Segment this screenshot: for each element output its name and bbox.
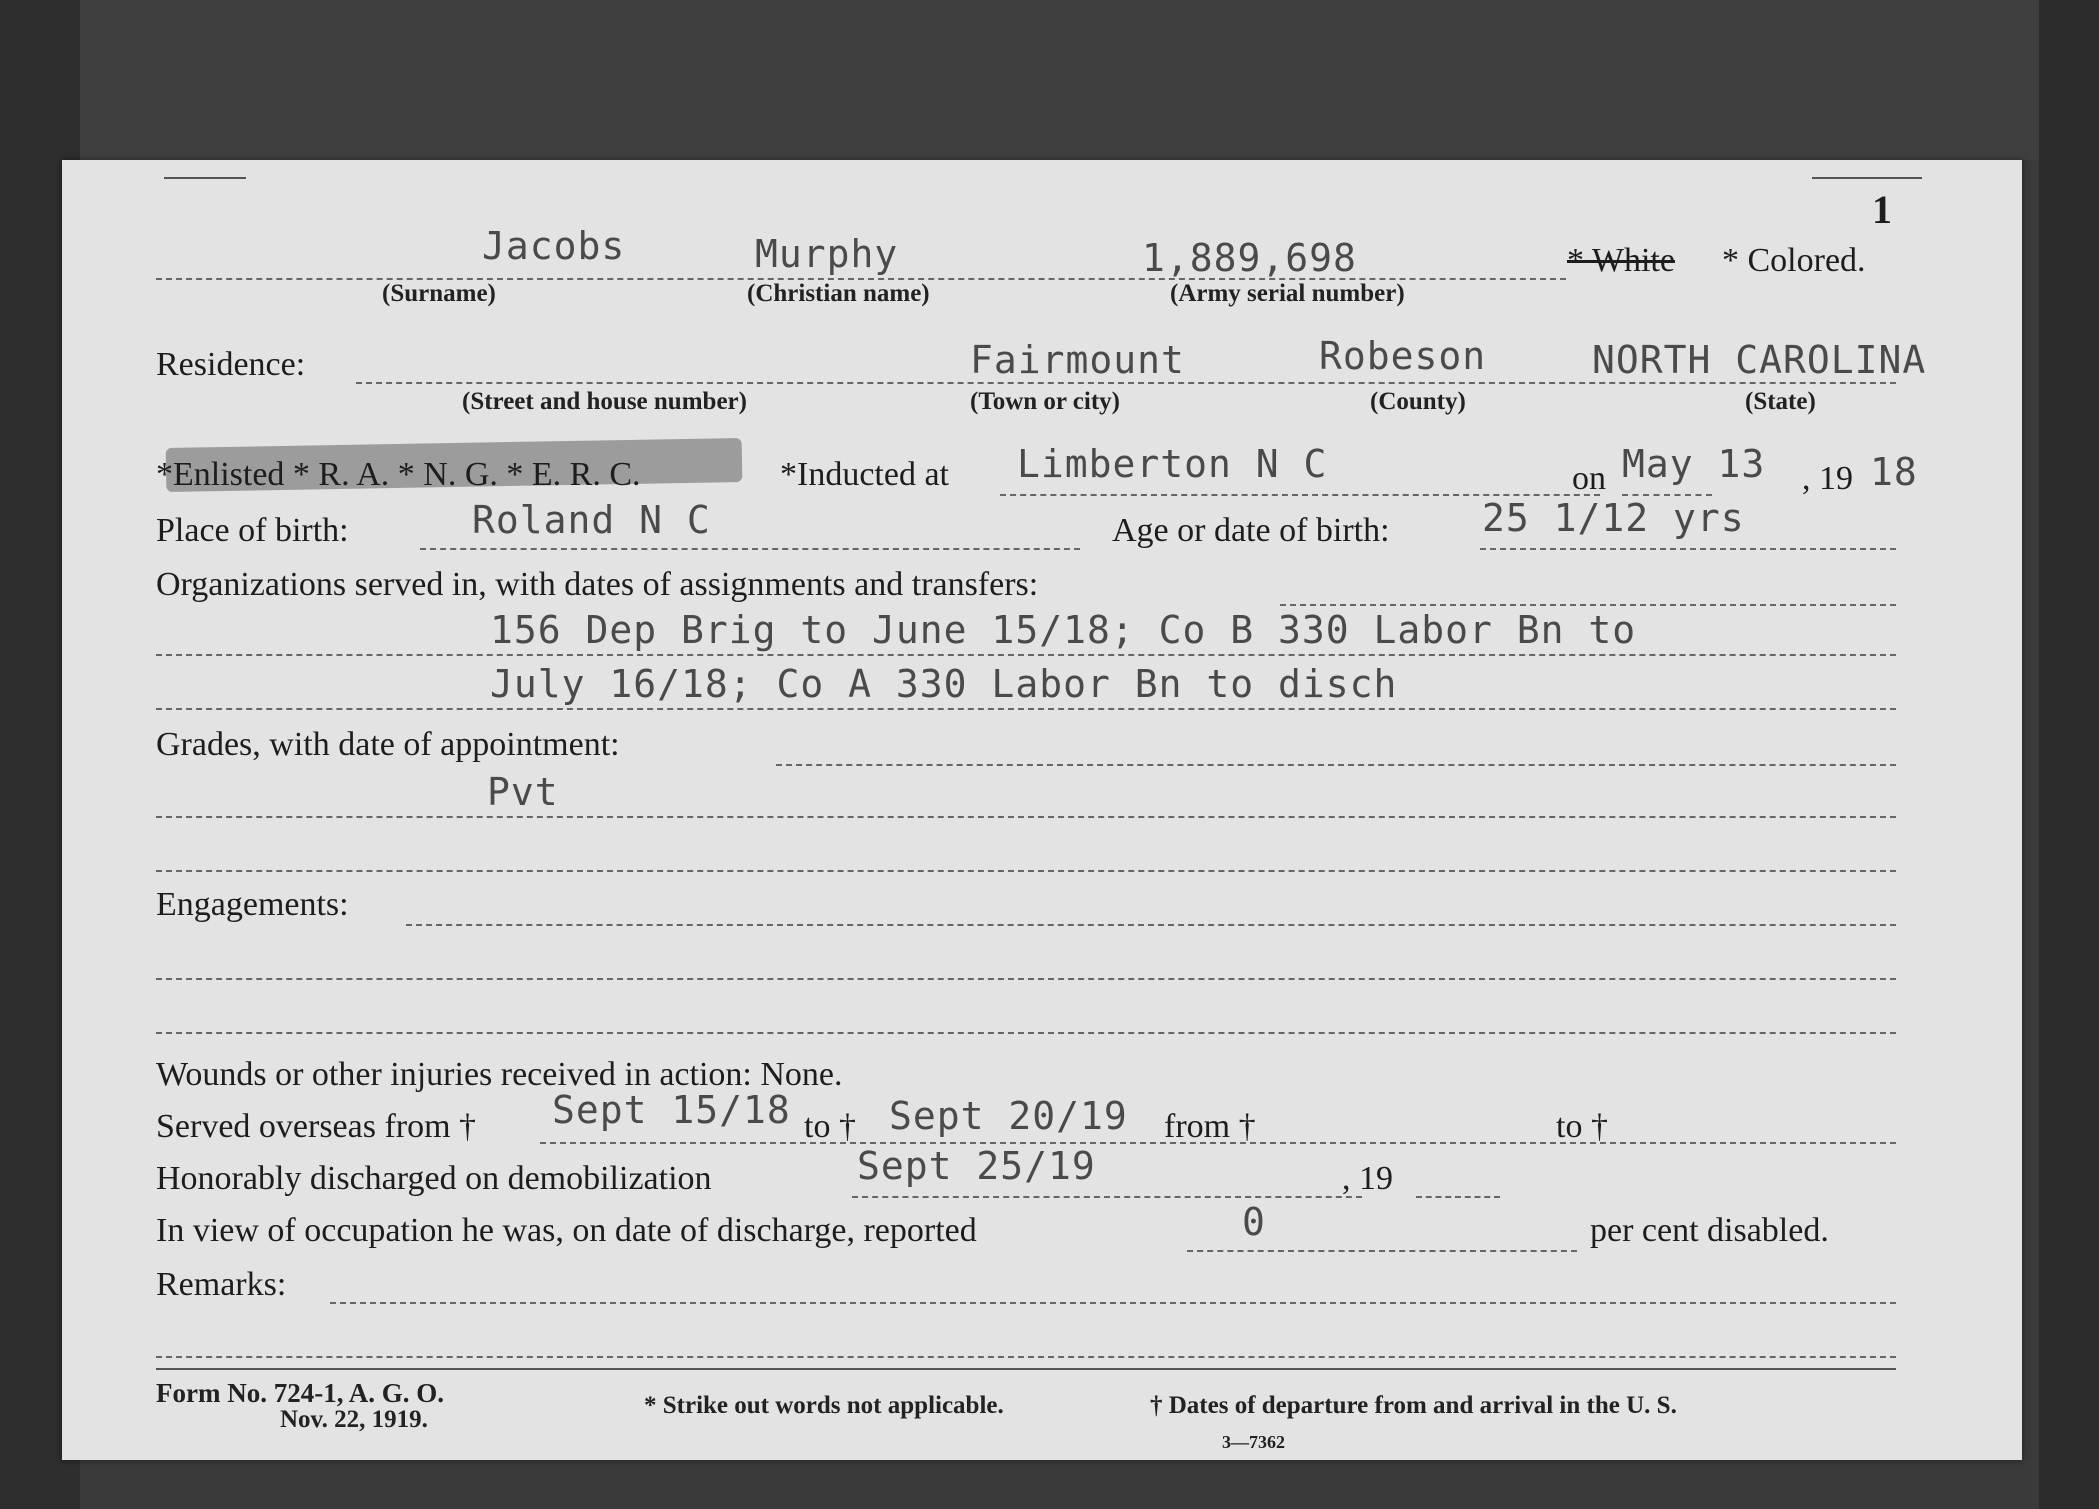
- inducted-year-value: 18: [1870, 450, 1918, 494]
- remarks-line-1: [156, 1356, 1896, 1358]
- inducted-at-label: *Inducted at: [780, 456, 949, 493]
- birthplace-line: [420, 548, 1080, 550]
- grades-line-1: [156, 816, 1896, 818]
- inducted-place-value: Limberton N C: [1017, 442, 1328, 486]
- footer-rule: [156, 1368, 1896, 1370]
- organizations-entry-1: 156 Dep Brig to June 15/18; Co B 330 Labor Bn to: [490, 608, 1637, 652]
- county-label: (County): [1370, 388, 1466, 415]
- disability-value: 0: [1242, 1200, 1266, 1244]
- top-left-rule: [164, 177, 246, 179]
- state-label: (State): [1745, 388, 1816, 415]
- engagements-label: Engagements:: [156, 886, 349, 923]
- grades-value: Pvt: [487, 770, 559, 814]
- residence-label: Residence:: [156, 346, 306, 383]
- wounds-label: Wounds or other injuries received in action: None.: [156, 1056, 843, 1093]
- serial-number-label: (Army serial number): [1170, 280, 1405, 307]
- surname-label: (Surname): [382, 280, 496, 307]
- overseas-to-value: Sept 20/19: [889, 1094, 1128, 1138]
- organizations-label: Organizations served in, with dates of assignments and transfers:: [156, 566, 1039, 603]
- town-label: (Town or city): [970, 388, 1120, 415]
- birthplace-value: Roland N C: [472, 498, 711, 542]
- age-line: [1480, 548, 1896, 550]
- engagements-line-2: [156, 1032, 1896, 1034]
- overseas-to2-label: to †: [1556, 1108, 1608, 1145]
- discharge-year-label: , 19: [1342, 1160, 1393, 1197]
- dates-note: † Dates of departure from and arrival in the U. S.: [1150, 1392, 1677, 1419]
- age-label: Age or date of birth:: [1112, 512, 1390, 549]
- strike-out-note: * Strike out words not applicable.: [644, 1392, 1004, 1419]
- background-right: [2039, 0, 2099, 1509]
- discharge-label: Honorably discharged on demobilization: [156, 1160, 712, 1197]
- discharge-line: [852, 1196, 1362, 1198]
- serial-number-value: 1,889,698: [1142, 236, 1357, 280]
- form-date: Nov. 22, 1919.: [280, 1406, 428, 1433]
- inducted-year-prefix: , 19: [1802, 460, 1853, 497]
- overseas-label: Served overseas from †: [156, 1108, 477, 1145]
- card-number: 1: [1872, 187, 1892, 232]
- overseas-from2-label: from †: [1164, 1108, 1256, 1145]
- background-top: [0, 0, 2099, 160]
- grades-line-0: [776, 764, 1896, 766]
- organizations-line-0: [1280, 604, 1896, 606]
- race-colored-option: * Colored.: [1722, 242, 1866, 279]
- residence-state-value: NORTH CAROLINA: [1592, 338, 1927, 382]
- disability-label: In view of occupation he was, on date of discharge, reported: [156, 1212, 977, 1249]
- residence-line: [356, 382, 1896, 384]
- discharge-date-value: Sept 25/19: [857, 1144, 1096, 1188]
- age-value: 25 1/12 yrs: [1482, 496, 1745, 540]
- disability-suffix: per cent disabled.: [1590, 1212, 1829, 1249]
- print-code: 3—7362: [1222, 1432, 1285, 1452]
- christian-name-value: Murphy: [755, 232, 899, 276]
- street-label: (Street and house number): [462, 388, 747, 415]
- disability-line: [1187, 1250, 1577, 1252]
- residence-town-value: Fairmount: [970, 338, 1185, 382]
- overseas-from-value: Sept 15/18: [552, 1088, 791, 1132]
- inducted-date-value: May 13: [1622, 442, 1766, 486]
- top-right-rule: [1812, 177, 1922, 179]
- inducted-on-label: on: [1572, 460, 1606, 497]
- christian-name-label: (Christian name): [747, 280, 930, 307]
- surname-value: Jacobs: [482, 224, 626, 268]
- race-white-option: * White: [1567, 242, 1675, 279]
- enlisted-options: *Enlisted * R. A. * N. G. * E. R. C.: [156, 456, 641, 493]
- organizations-line-1: [156, 654, 1896, 656]
- organizations-line-2: [156, 708, 1896, 710]
- birthplace-label: Place of birth:: [156, 512, 349, 549]
- remarks-label: Remarks:: [156, 1266, 287, 1303]
- discharge-year-line: [1416, 1196, 1500, 1198]
- grades-label: Grades, with date of appointment:: [156, 726, 620, 763]
- service-record-card: [62, 160, 2022, 1460]
- grades-line-2: [156, 870, 1896, 872]
- engagements-line-1: [156, 978, 1896, 980]
- remarks-line-0: [330, 1302, 1896, 1304]
- engagements-line-0: [406, 924, 1896, 926]
- overseas-to-label: to †: [804, 1108, 856, 1145]
- form-number: Form No. 724-1, A. G. O.: [156, 1378, 444, 1408]
- organizations-entry-2: July 16/18; Co A 330 Labor Bn to disch: [490, 662, 1398, 706]
- residence-county-value: Robeson: [1319, 334, 1487, 378]
